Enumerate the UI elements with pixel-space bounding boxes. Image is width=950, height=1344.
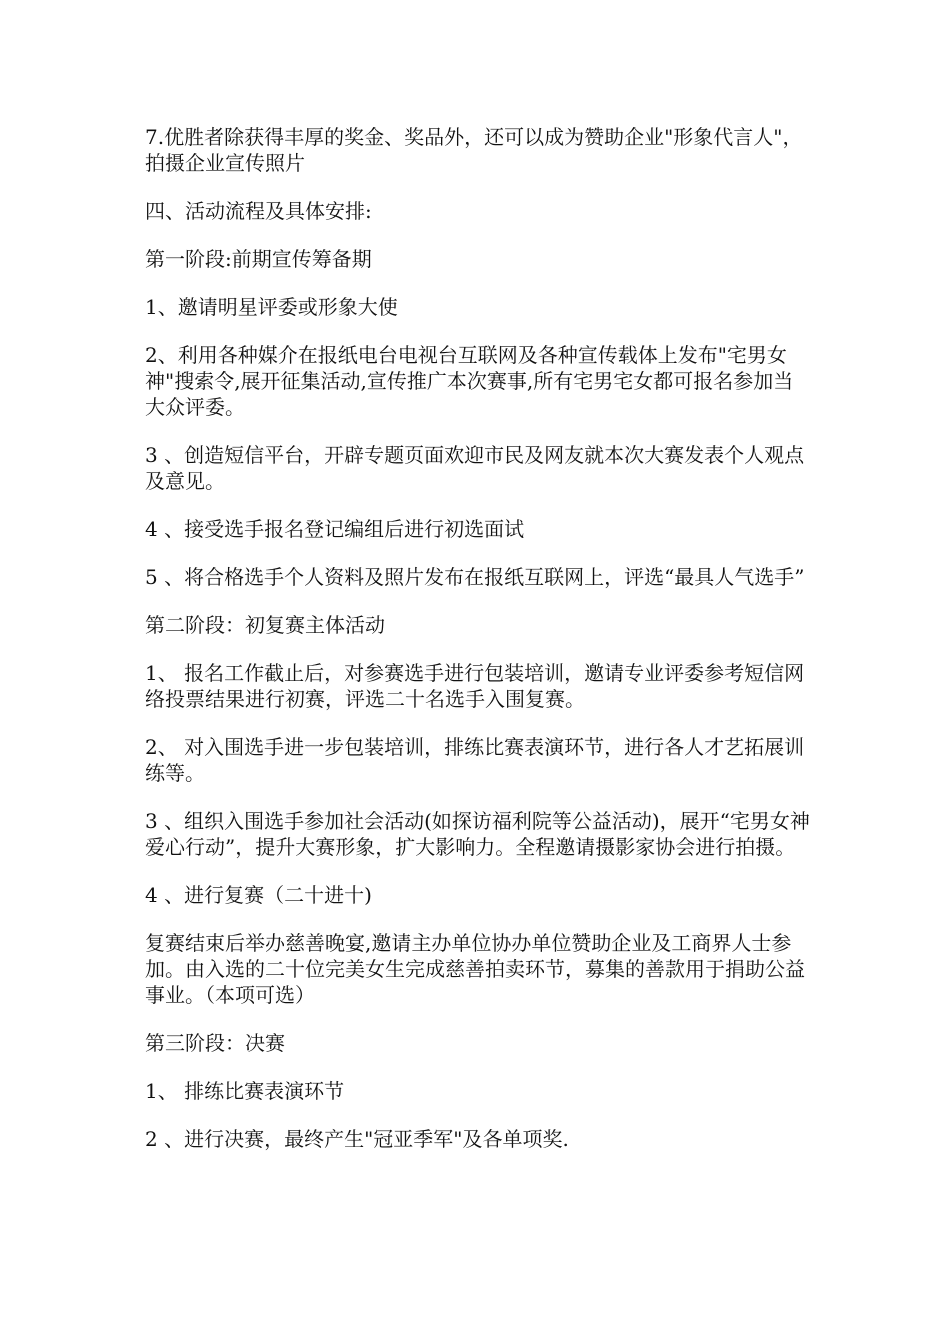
list-item: 1、 报名工作截止后，对参赛选手进行包装培训，邀请专业评委参考短信网络投票结果进行初赛，评选二十名选手入围复赛。 [145,661,805,711]
paragraph-charity-gala: 复赛结束后举办慈善晚宴,邀请主办单位协办单位赞助企业及工商界人士参加。由入选的二十位完美女生完成慈善拍卖环节，募集的善款用于捐助公益事业。（本项可选） [145,931,805,1007]
list-item: 3 、创造短信平台，开辟专题页面欢迎市民及网友就本次大赛发表个人观点及意见。 [145,443,805,493]
list-item: 1、邀请明星评委或形象大使 [145,295,398,319]
stage-heading-2: 第二阶段：初复赛主体活动 [145,613,385,637]
list-item: 4 、进行复赛（二十进十) [145,883,372,907]
section-heading-process: 四、活动流程及具体安排: [145,199,372,223]
stage-heading-3: 第三阶段：决赛 [145,1031,285,1055]
stage-heading-1: 第一阶段:前期宣传筹备期 [145,247,372,271]
list-item: 2、 对入围选手进一步包装培训，排练比赛表演环节，进行各人才艺拓展训练等。 [145,735,805,785]
list-item: 2、利用各种媒介在报纸电台电视台互联网及各种宣传载体上发布"宅男女神"搜索令,展开征集活动,宣传推广本次赛事,所有宅男宅女都可报名参加当大众评委。 [145,343,794,419]
paragraph-prize-benefits: 7.优胜者除获得丰厚的奖金、奖品外，还可以成为赞助企业"形象代言人"，拍摄企业宣传照片 [145,125,803,175]
list-item: 3 、组织入围选手参加社会活动(如探访福利院等公益活动)，展开“宅男女神爱心行动”，提升大赛形象，扩大影响力。全程邀请摄影家协会进行拍摄。 [145,809,810,859]
document-body [145,124,810,1174]
list-item: 4 、接受选手报名登记编组后进行初选面试 [145,517,525,541]
list-item: 1、 排练比赛表演环节 [145,1079,345,1103]
list-item: 5 、将合格选手个人资料及照片发布在报纸互联网上，评选“最具人气选手” [145,565,805,589]
list-item: 2 、进行决赛，最终产生"冠亚季军"及各单项奖. [145,1127,569,1151]
